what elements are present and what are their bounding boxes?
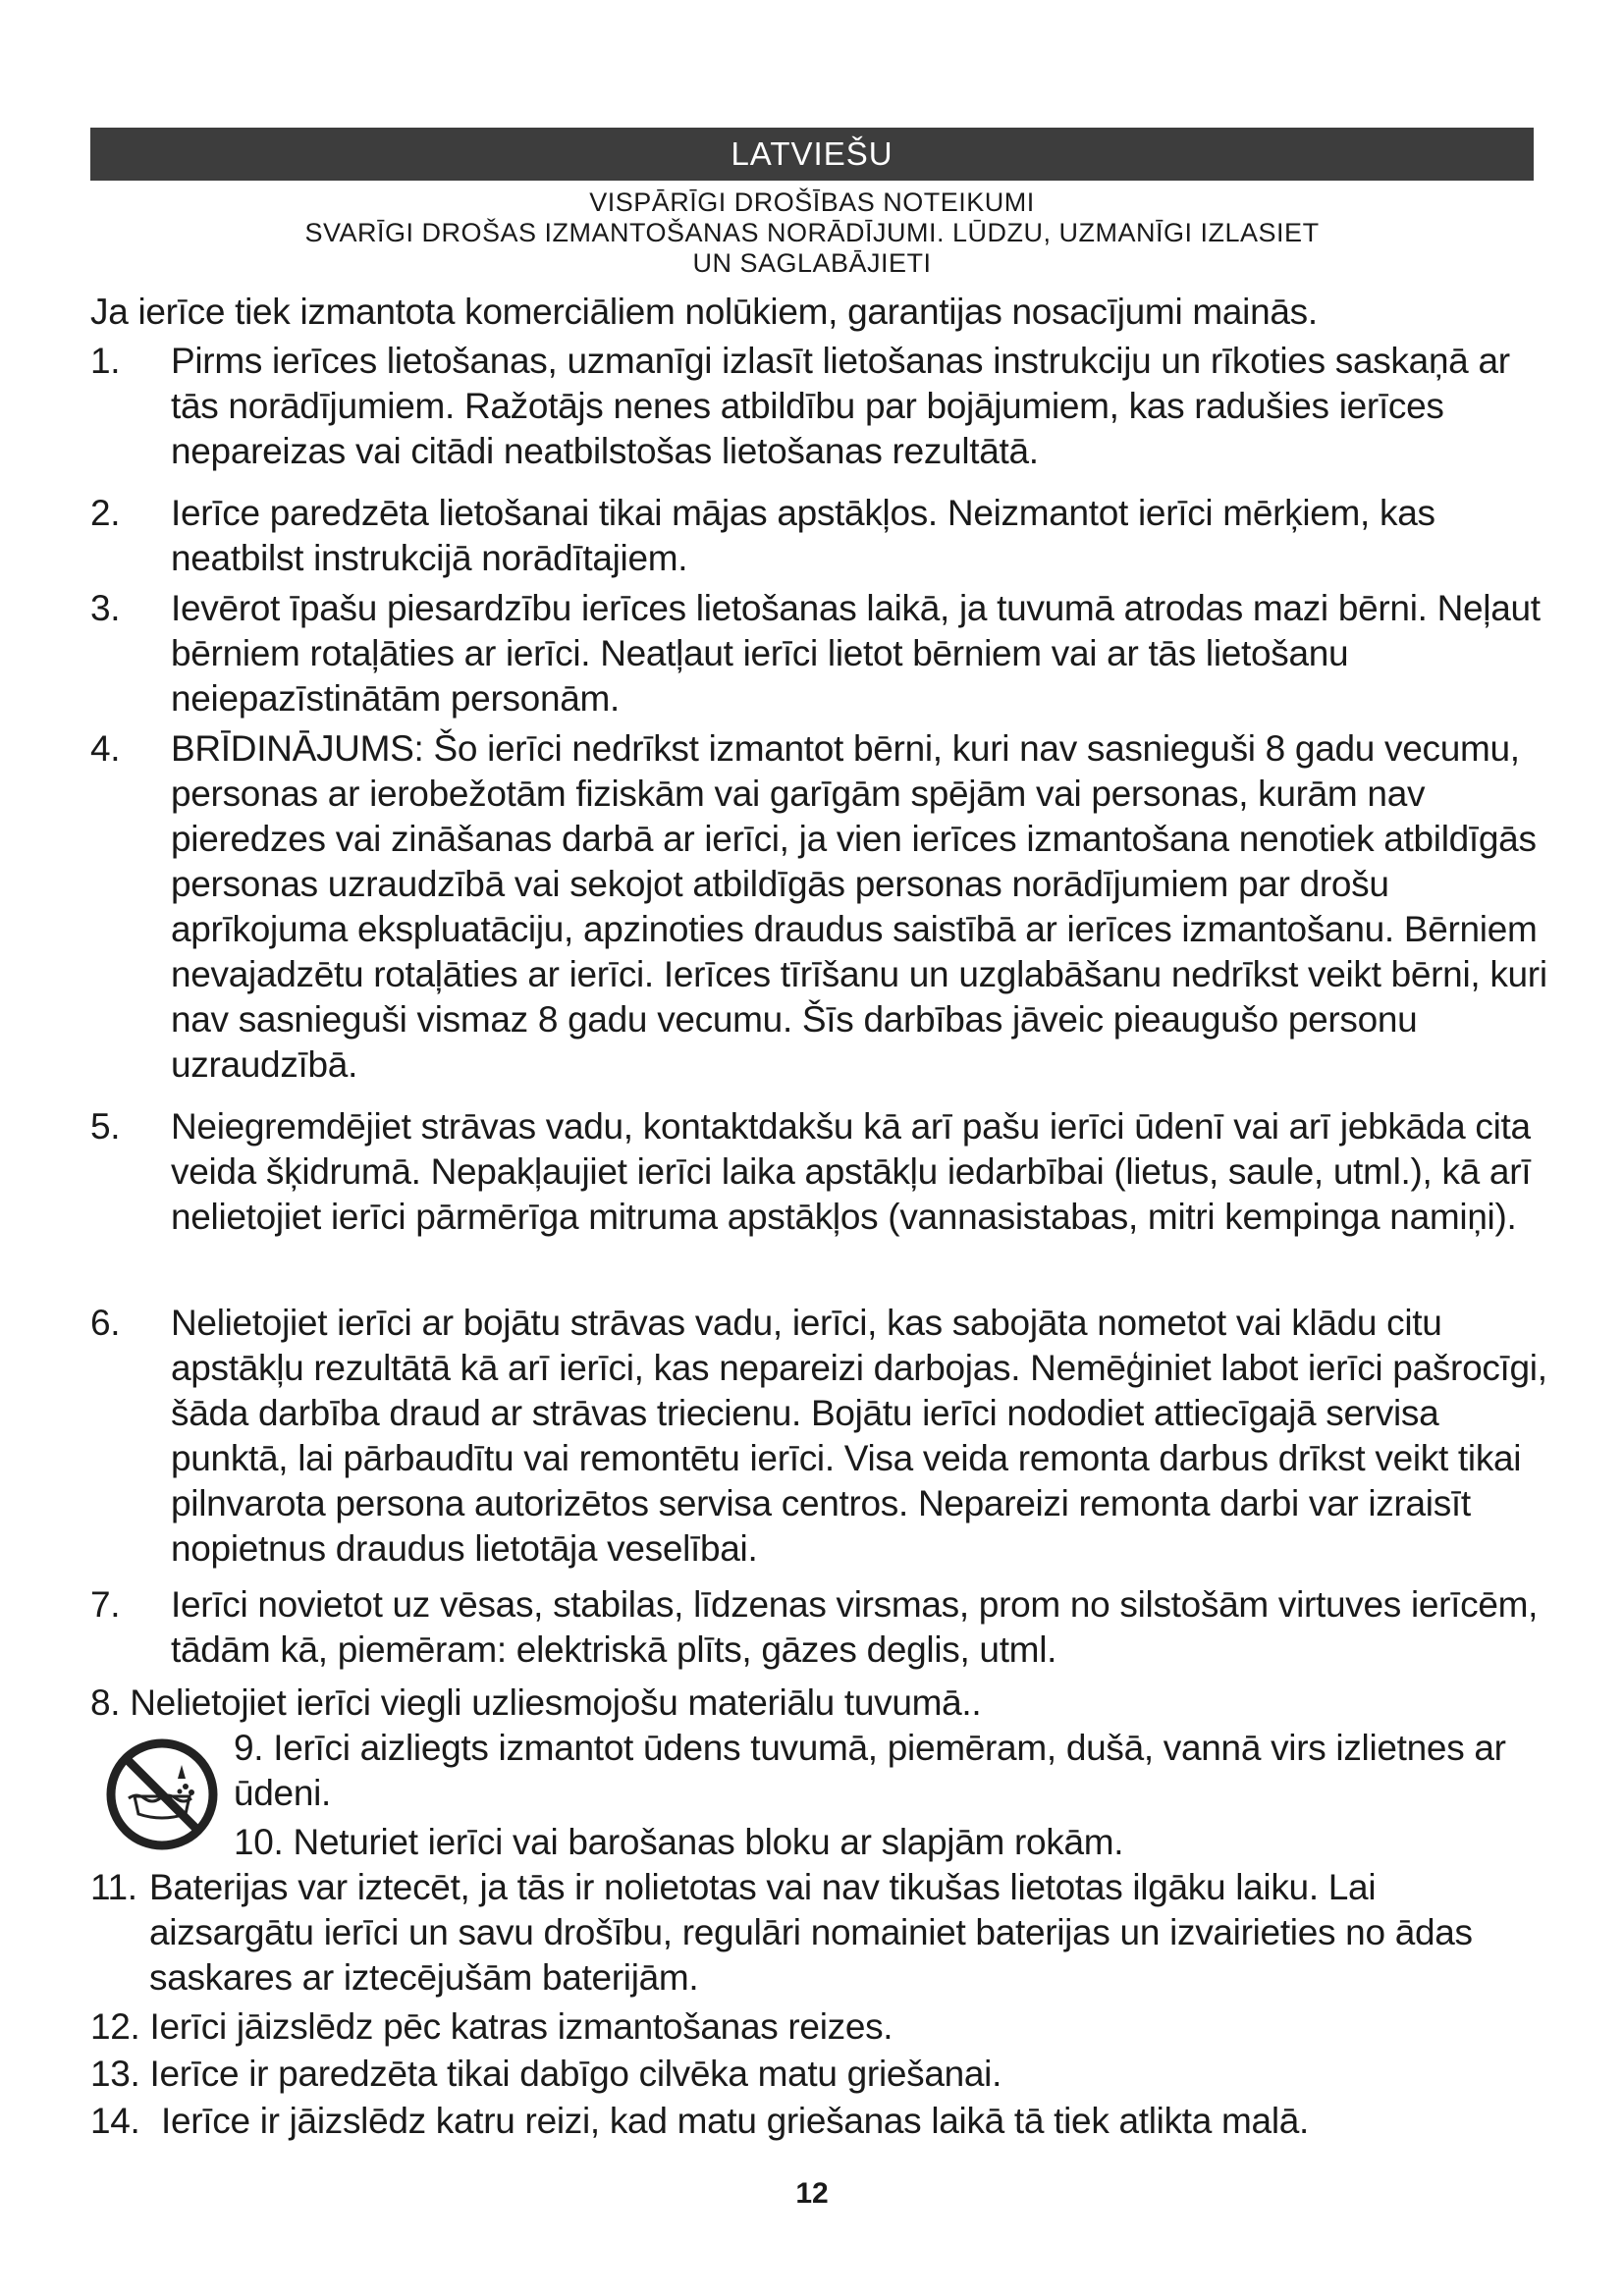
item-text: Ierīci aizliegts izmantot ūdens tuvumā, piemēram, dušā, vannā virs izlietnes ar ūdeni. [234, 1728, 1506, 1813]
item-text: BRĪDINĀJUMS: Šo ierīci nedrīkst izmantot bērni, kuri nav sasnieguši 8 gadu vecumu, personas ar ierobežotām fiziskām vai garīgām spējām vai personas, kurām nav pieredzes vai zināšanas darbā ar ierīci, ja vien ierīces izmantošana nenotiek atbildīgās personas uzraudzībā vai sekojot atbildīgās personas norādījumiem par drošu aprīkojuma ekspluatāciju, apzinoties draudus saistībā ar ierīces izmantošanu. Bērniem nevajadzētu rotaļāties ar ierīci. Ierīces tīrīšanu un uzglabāšanu nedrīkst veikt bērni, kuri nav sasnieguši vismaz 8 gadu vecumu. Šīs darbības jāveic pieaugušo personu uzraudzībā. [171, 728, 1547, 1085]
section-title: VISPĀRĪGI DROŠĪBAS NOTEIKUMI [589, 187, 1035, 217]
item-text: Neiegremdējiet strāvas vadu, kontaktdakšu kā arī pašu ierīci ūdenī vai arī jebkāda cita veida šķidrumā. Nepakļaujiet ierīci laika apstākļu iedarbībai (lietus, saule, utml.), kā arī nelietojiet ierīci pārmērīga mitruma apstākļos (vannasistabas, mitri kempinga namiņi). [171, 1106, 1532, 1237]
safety-item-1 [90, 339, 1548, 474]
item-text: Ierīci novietot uz vēsas, stabilas, līdzenas virsmas, prom no silstošām virtuves ierīcēm, tādām kā, piemēram: elektriskā plīts, gāzes deglis, utml. [171, 1584, 1539, 1670]
page-number: 12 [795, 2177, 829, 2210]
safety-item-12 [90, 2004, 1548, 2050]
item-number: 10. [234, 1822, 284, 1862]
safety-item-3 [90, 586, 1548, 721]
item-number: 8. [90, 1682, 121, 1723]
item-text: Ierīce paredzēta lietošanai tikai mājas apstākļos. Neizmantot ierīci mērķiem, kas neatbilst instrukcijā norādītajiem. [171, 493, 1435, 578]
item-number: 11. [90, 1867, 137, 1907]
item-text: Baterijas var iztecēt, ja tās ir nolietotas vai nav tikušas lietotas ilgāku laiku. Lai aizsargātu ierīci un savu drošību, regulāri nomainiet baterijas un izvairieties no ādas saskares ar iztecējušām baterijām. [149, 1867, 1473, 1998]
safety-item-8 [90, 1681, 1548, 1726]
item-number: 4. [90, 728, 121, 769]
safety-item-10 [234, 1820, 1530, 1865]
safety-item-5 [90, 1104, 1548, 1240]
item-text: Ierīce ir paredzēta tikai dabīgo cilvēka matu griešanai. [149, 2054, 1002, 2094]
section-subtitle-line2: UN SAGLABĀJIETI [692, 248, 932, 278]
item-text: Ierīci jāizslēdz pēc katras izmantošanas reizes. [149, 2006, 893, 2047]
safety-item-13 [90, 2052, 1548, 2097]
item-number: 3. [90, 588, 121, 628]
item-text: Ierīce ir jāizslēdz katru reizi, kad matu griešanas laikā tā tiek atlikta malā. [161, 2101, 1310, 2141]
item-number: 5. [90, 1106, 121, 1147]
safety-item-6 [90, 1301, 1548, 1572]
safety-item-9 [234, 1726, 1530, 1816]
item-text: Nelietojiet ierīci ar bojātu strāvas vadu, ierīci, kas sabojāta nometot vai klādu citu apstākļu rezultātā kā arī ierīci, kas nepareizi darbojas. Nemēģiniet labot ierīci pašrocīgi, šāda darbība draud ar strāvas triecienu. Bojātu ierīci nododiet attiecīgajā servisa punktā, lai pārbaudītu vai remontētu ierīci. Visa veida remonta darbus drīkst veikt tikai pilnvarota persona autorizētos servisa centros. Nepareizi remonta darbi var izraisīt nopietnus draudus lietotāja veselībai. [171, 1303, 1547, 1569]
safety-item-4 [90, 726, 1548, 1088]
item-text: Pirms ierīces lietošanas, uzmanīgi izlasīt lietošanas instrukciju un rīkoties saskaņā ar tās norādījumiem. Ražotājs nenes atbildību par bojājumiem, kas radušies ierīces nepareizas vai citādi neatbilstošas lietošanas rezultātā. [171, 341, 1510, 471]
item-number: 9. [234, 1728, 264, 1768]
item-number: 12. [90, 2006, 140, 2047]
item-text: Ievērot īpašu piesardzību ierīces lietošanas laikā, ja tuvumā atrodas mazi bērni. Neļaut bērniem rotaļāties ar ierīci. Neatļaut ierīci lietot bērniem vai ar tās lietošanu neiepazīstinātām personām. [171, 588, 1541, 719]
item-number: 13. [90, 2054, 140, 2094]
safety-item-7 [90, 1582, 1548, 1673]
item-text: Nelietojiet ierīci viegli uzliesmojošu materiālu tuvumā.. [130, 1682, 982, 1723]
intro-paragraph: Ja ierīce tiek izmantota komerciāliem nolūkiem, garantijas nosacījumi mainās. [90, 292, 1318, 332]
safety-item-11 [90, 1865, 1548, 2001]
safety-item-2 [90, 491, 1548, 581]
item-number: 2. [90, 493, 121, 533]
item-number: 7. [90, 1584, 121, 1625]
item-number: 6. [90, 1303, 121, 1343]
section-subtitle-line1: SVARĪGI DROŠAS IZMANTOŠANAS NORĀDĪJUMI. LŪDZU, UZMANĪGI IZLASIET [304, 218, 1320, 247]
item-number: 1. [90, 341, 121, 381]
no-water-bath-icon [103, 1735, 221, 1853]
item-text: Neturiet ierīci vai barošanas bloku ar slapjām rokām. [293, 1822, 1124, 1862]
safety-item-14 [90, 2099, 1548, 2144]
language-header-bar: LATVIEŠU [90, 128, 1534, 181]
item-number: 14. [90, 2101, 140, 2141]
